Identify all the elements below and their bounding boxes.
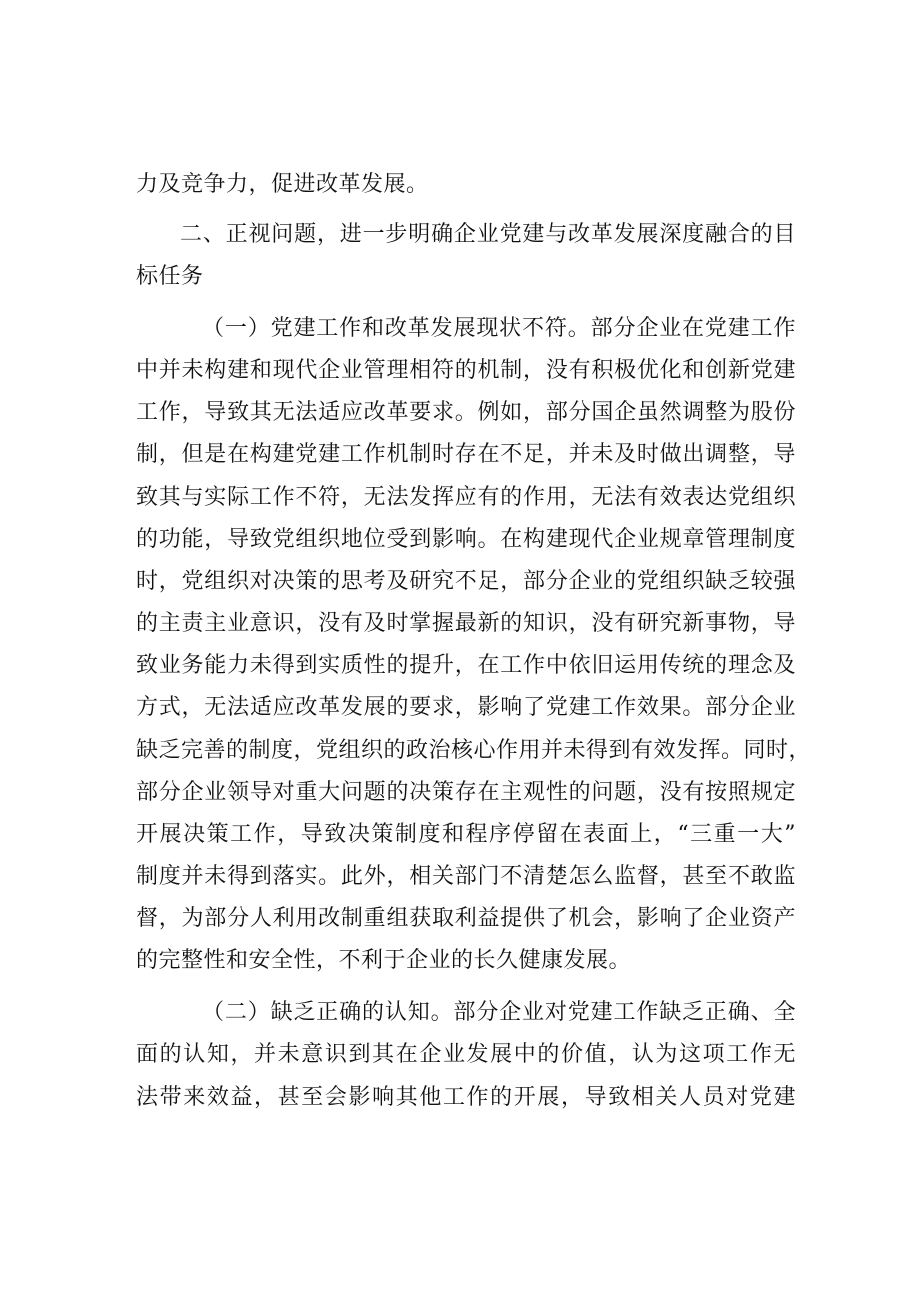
paragraph-2-line-2: 工作，导致其无法适应改革要求。例如，部分国企虽然调整为股份 [136, 400, 796, 425]
paragraph-2-line-11: 部分企业领导对重大问题的决策存在主观性的问题，没有按照规定 [136, 780, 796, 805]
paragraph-2-line-7: 的主责主业意识，没有及时掌握最新的知识，没有研究新事物，导 [136, 611, 796, 636]
paragraph-2-line-6: 时，党组织对决策的思考及研究不足，部分企业的党组织缺乏较强 [136, 569, 796, 594]
paragraph-2-line-0: （一）党建工作和改革发展现状不符。部分企业在党建工作 [202, 316, 796, 341]
paragraph-2-line-1: 中并未构建和现代企业管理相符的机制，没有积极优化和创新党建 [136, 358, 796, 383]
paragraph-2-line-4: 致其与实际工作不符，无法发挥应有的作用，无法有效表达党组织 [136, 485, 796, 510]
paragraph-0-line-0: 力及竞争力，促进改革发展。 [136, 172, 429, 197]
paragraph-2-line-8: 致业务能力未得到实质性的提升，在工作中依旧运用传统的理念及 [136, 653, 796, 678]
paragraph-2-line-13: 制度并未得到落实。此外，相关部门不清楚怎么监督，甚至不敢监 [136, 864, 796, 889]
paragraph-2-line-5: 的功能，导致党组织地位受到影响。在构建现代企业规章管理制度 [136, 527, 796, 552]
paragraph-3-line-1: 面的认知，并未意识到其在企业发展中的价值，认为这项工作无 [136, 1042, 796, 1067]
paragraph-2-line-3: 制，但是在构建党建工作机制时存在不足，并未及时做出调整，导 [136, 442, 796, 467]
paragraph-2-line-9: 方式，无法适应改革发展的要求，影响了党建工作效果。部分企业 [136, 695, 796, 720]
paragraph-2-line-10: 缺乏完善的制度，党组织的政治核心作用并未得到有效发挥。同时， [136, 738, 812, 763]
paragraph-3-line-0: （二）缺乏正确的认知。部分企业对党建工作缺乏正确、全 [202, 1000, 796, 1025]
paragraph-2-line-12: 开展决策工作，导致决策制度和程序停留在表面上，“三重一大” [136, 822, 796, 847]
section-heading-line-1: 标任务 [136, 264, 204, 289]
paragraph-2-line-14: 督，为部分人利用改制重组获取利益提供了机会，影响了企业资产 [136, 906, 796, 931]
section-heading-line-0: 二、正视问题，进一步明确企业党建与改革发展深度融合的目 [180, 222, 796, 247]
paragraph-3-line-2: 法带来效益，甚至会影响其他工作的开展，导致相关人员对党建 [136, 1085, 796, 1110]
paragraph-2-line-15: 的完整性和安全性，不利于企业的长久健康发展。 [136, 948, 632, 973]
